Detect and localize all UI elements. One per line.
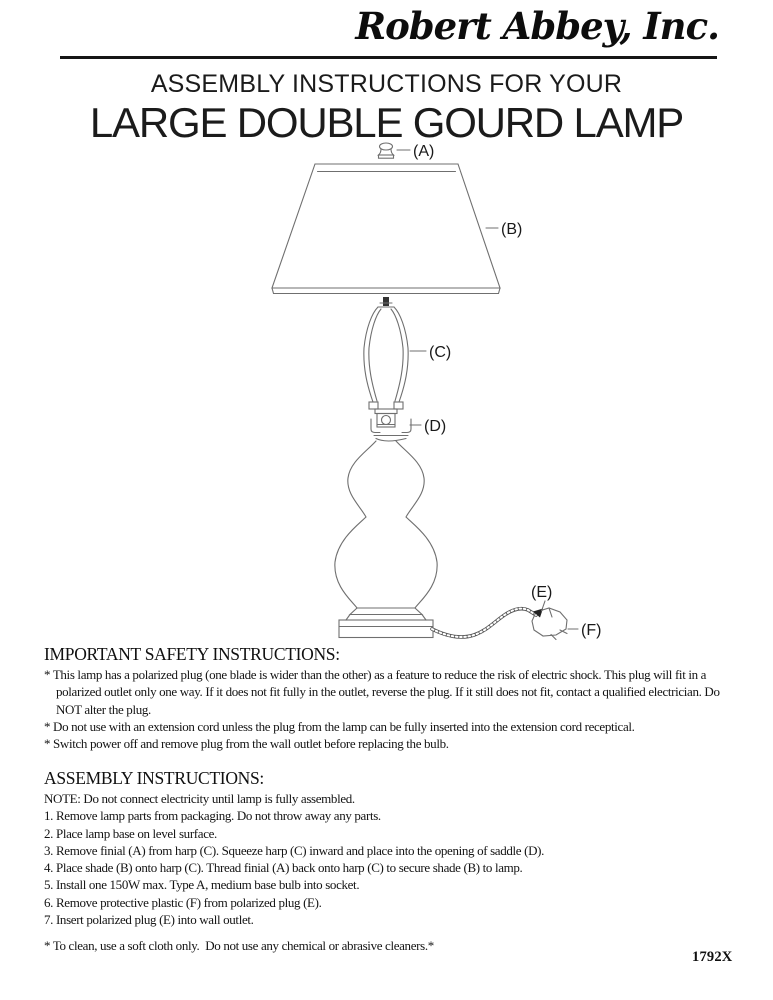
- assembly-step: 4. Place shade (B) onto harp (C). Thread finial (A) back onto harp (C) to secure shade (B) to lamp.: [44, 860, 523, 876]
- base-drawing: [339, 608, 433, 638]
- assembly-step: 6. Remove protective plastic (F) from polarized plug (E).: [44, 894, 322, 910]
- assembly-note: NOTE: Do not connect electricity until lamp is fully assembled.: [44, 791, 355, 806]
- lamp-diagram: [0, 138, 773, 646]
- page-title: LARGE DOUBLE GOURD LAMP: [89, 99, 684, 146]
- header-rule: [60, 56, 717, 59]
- saddle-drawing: [371, 409, 411, 441]
- finial-drawing: [379, 143, 394, 158]
- safety-item: * Switch power off and remove plug from the wall outlet before replacing the bulb.: [44, 736, 449, 752]
- assembly-step: 1. Remove lamp parts from packaging. Do not throw away any parts.: [44, 808, 381, 824]
- part-label-saddle: (D): [424, 418, 447, 435]
- page-subtitle: ASSEMBLY INSTRUCTIONS FOR YOUR: [150, 70, 623, 98]
- care-note: * To clean, use a soft cloth only. Do not use any chemical or abrasive cleaners.*: [44, 938, 434, 953]
- assembly-step: 7. Insert polarized plug (E) into wall outlet.: [44, 912, 254, 928]
- model-number: 1792X: [692, 949, 733, 965]
- power-cord-drawing: [432, 609, 536, 637]
- assembly-step: 3. Remove finial (A) from harp (C). Squeeze harp (C) inward and place into the opening of saddle (D).: [44, 842, 545, 858]
- part-label-finial: (A): [413, 143, 435, 160]
- part-label-protective-plastic: (F): [581, 622, 602, 639]
- part-label-shade: (B): [501, 221, 523, 238]
- shade-drawing: [272, 164, 500, 294]
- assembly-section-heading: ASSEMBLY INSTRUCTIONS:: [44, 768, 264, 788]
- safety-section-heading: IMPORTANT SAFETY INSTRUCTIONS:: [44, 644, 340, 664]
- safety-instruction-list: [44, 666, 732, 752]
- safety-item: * This lamp has a polarized plug (one blade is wider than the other) as a feature to reduce the risk of electric shock. This plug will fit in a polarized outlet only one way. If it does not fit fully in the outlet, reverse the plug. If it still does not fit, contact a qualified electrician. Do NOT alter the plug.: [44, 667, 723, 717]
- part-label-plug: (E): [531, 584, 553, 601]
- harp-drawing: [364, 307, 408, 409]
- safety-item: * Do not use with an extension cord unless the plug from the lamp can be fully inserted into the extension cord receptical.: [44, 718, 635, 734]
- harp-stub: [380, 297, 392, 306]
- assembly-step: 5. Install one 150W max. Type A, medium base bulb into socket.: [44, 877, 360, 893]
- assembly-step-list: [44, 790, 744, 928]
- assembly-step: 2. Place lamp base on level surface.: [44, 825, 217, 841]
- plug-drawing: [532, 608, 567, 640]
- gourd-body-drawing: [335, 441, 437, 608]
- brand-logo: Robert Abbey, Inc.: [355, 4, 719, 48]
- part-label-harp: (C): [429, 344, 452, 361]
